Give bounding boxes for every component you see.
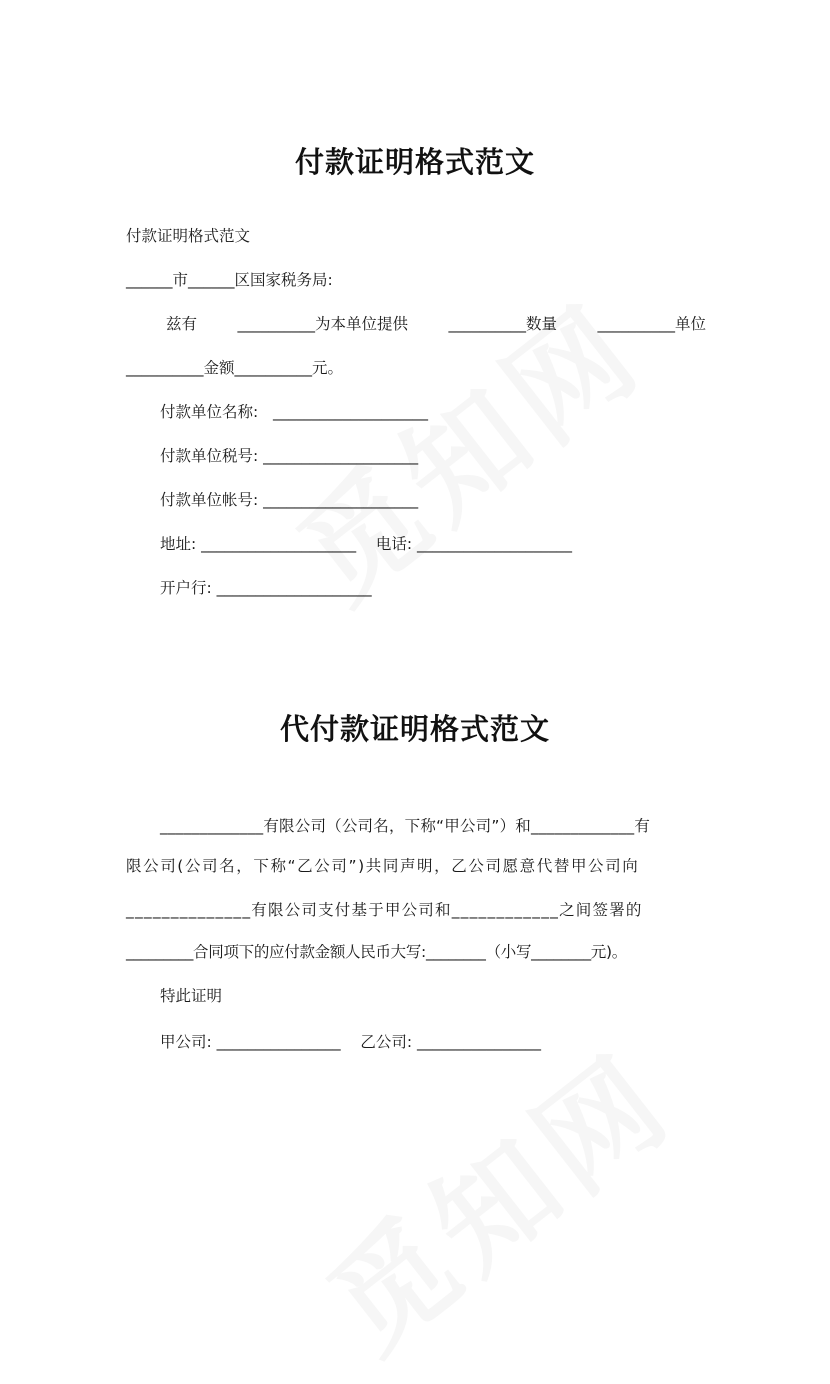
payer-account-field: 付款单位帐号: ____________________ [160, 491, 419, 509]
text-segment: __________为本单位提供 [237, 315, 408, 333]
text-segment: 兹有 [166, 315, 198, 333]
bank-field: 开户行: ____________________ [160, 579, 372, 597]
payer-tax-field: 付款单位税号: ____________________ [160, 447, 419, 465]
paragraph-line [166, 314, 706, 334]
address-phone-field: 地址: ____________________ 电话: ____________________ [160, 535, 573, 553]
paragraph-line: ______________有限公司支付基于甲公司和____________之间签署的 [126, 901, 643, 919]
section-title: 代付款证明格式范文 [279, 712, 550, 746]
signatures: 甲公司: ________________ 乙公司: ________________ [160, 1033, 542, 1051]
document-title: 付款证明格式范文 [294, 145, 535, 179]
paragraph-line: __________金额__________元。 [126, 359, 344, 377]
paragraph-line: _____________有限公司（公司名，下称“甲公司”）和_____________有 [160, 817, 651, 835]
subtitle: 付款证明格式范文 [126, 227, 251, 245]
payer-name-field: 付款单位名称: ____________________ [160, 403, 429, 421]
text-segment: __________数量 [448, 315, 557, 333]
watermark-bottom [288, 1008, 701, 1384]
addressee: ______市______区国家税务局: [126, 271, 333, 289]
paragraph-line: 限公司(公司名，下称“乙公司”)共同声明，乙公司愿意代替甲公司向 [126, 857, 640, 875]
paragraph-line: _________合同项下的应付款金额人民币大写:________（小写________元)。 [126, 943, 627, 961]
text-segment: __________单位 [597, 315, 706, 333]
closing-text: 特此证明 [160, 987, 223, 1005]
